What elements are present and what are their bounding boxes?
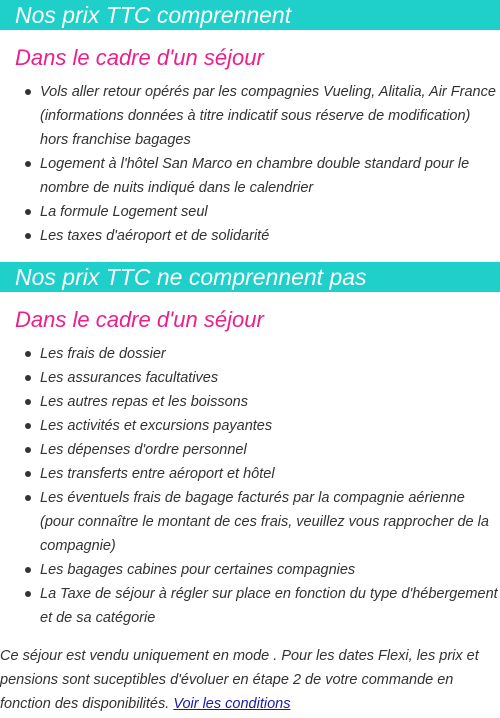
list-item: Les activités et excursions payantes: [40, 414, 500, 438]
conditions-link[interactable]: Voir les conditions: [173, 696, 291, 712]
list-item: Les dépenses d'ordre personnel: [40, 438, 500, 462]
list-item: Les bagages cabines pour certaines compagnies: [40, 558, 500, 582]
bullet-icon: [25, 375, 31, 381]
list-item: Les assurances facultatives: [40, 366, 500, 390]
bullet-icon: [25, 233, 31, 239]
bullet-icon: [25, 495, 31, 501]
bullet-icon: [25, 567, 31, 573]
bullet-icon: [25, 447, 31, 453]
included-subheading: Dans le cadre d'un séjour: [15, 45, 264, 70]
footer-note: [0, 644, 500, 716]
bullet-icon: [25, 423, 31, 429]
list-item: La formule Logement seul: [40, 200, 500, 224]
list-item: Les transferts entre aéroport et hôtel: [40, 462, 500, 486]
list-item: Les autres repas et les boissons: [40, 390, 500, 414]
bullet-icon: [25, 399, 31, 405]
included-heading: Nos prix TTC comprennent: [0, 0, 500, 30]
excluded-heading: Nos prix TTC ne comprennent pas: [0, 262, 500, 292]
list-item: Les éventuels frais de bagage facturés par la compagnie aérienne (pour connaître le montant de ces frais, veuillez vous rapprocher de la compagnie): [40, 486, 500, 558]
bullet-icon: [25, 471, 31, 477]
included-section: [0, 0, 500, 262]
bullet-icon: [25, 591, 31, 597]
excluded-subheading: Dans le cadre d'un séjour: [15, 307, 264, 332]
list-item: Vols aller retour opérés par les compagnies Vueling, Alitalia, Air France (informations données à titre indicatif sous réserve de modification) hors franchise bagages: [40, 80, 500, 152]
excluded-list: [0, 342, 500, 630]
included-list: [0, 80, 500, 248]
list-item: Les frais de dossier: [40, 342, 500, 366]
list-item: La Taxe de séjour à régler sur place en fonction du type d'hébergement et de sa catégorie: [40, 582, 500, 630]
bullet-icon: [25, 89, 31, 95]
list-item: Les taxes d'aéroport et de solidarité: [40, 224, 500, 248]
bullet-icon: [25, 161, 31, 167]
list-item: Logement à l'hôtel San Marco en chambre double standard pour le nombre de nuits indiqué dans le calendrier: [40, 152, 500, 200]
bullet-icon: [25, 351, 31, 357]
excluded-section: [0, 262, 500, 644]
bullet-icon: [25, 209, 31, 215]
footer-text: Ce séjour est vendu uniquement en mode . Pour les dates Flexi, les prix et pensions sont suceptibles d'évoluer en étape 2 de votre commande en fonction des disponibilités.: [0, 648, 479, 712]
